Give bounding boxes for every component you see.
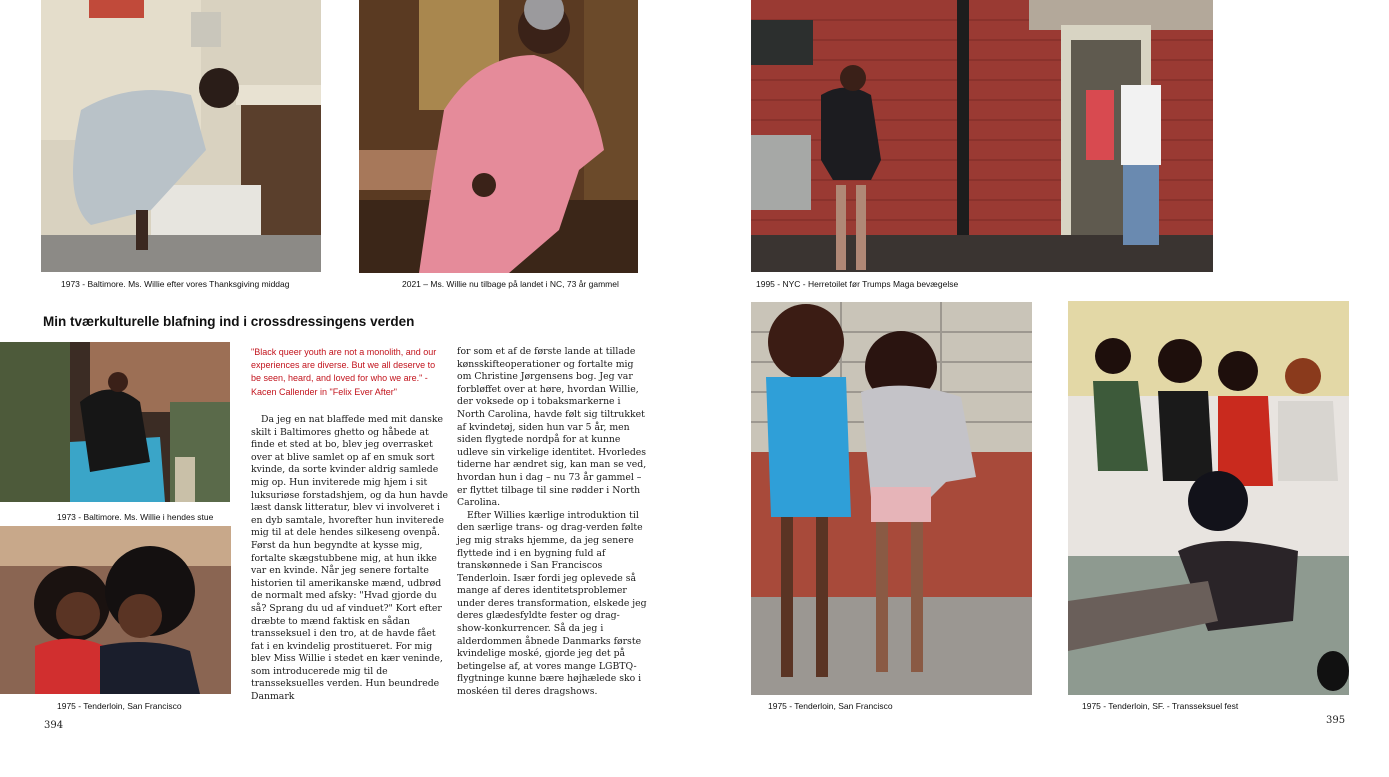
page-number-right: 395: [1326, 715, 1346, 726]
article-heading: Min tværkulturelle blafning ind i crossdressingens verden: [43, 314, 415, 329]
caption-photo-kitchen: 1973 - Baltimore. Ms. Willie efter vores Thanksgiving middag: [61, 279, 290, 289]
pull-quote: "Black queer youth are not a monolith, and our experiences are diverse. But we all deserve to be seen, heard, and loved for who we are." - Kacen Callender in "Felix Ever After": [251, 347, 437, 397]
photo-nyc-brick: [751, 0, 1213, 272]
photo-woman-pink: [359, 0, 638, 273]
body-paragraph: Efter Willies kærlige introduktion til den særlige trans- og drag-verden følte jeg mig straks hjemme, da jeg senere flyttede ind i en bygning fuld af transkønnede i San Franciscos Tenderloin. Især fordi jeg oplevede så mange af deres identitetsproblemer under deres transformation, elskede jeg deres glædesfyldte fester og drag-show-konkurrencer. Så da jeg i alderdommen åbnede Danmarks første kvindelige moské, gjorde jeg det på betingelse af, at vores mange LGBTQ-flygtninge kunne bære højhælede sko i moskéen til deres dragshows.: [457, 509, 647, 698]
photo-couple: [0, 526, 231, 694]
body-column-1: [251, 414, 449, 704]
caption-photo-nyc-brick: 1995 - NYC - Herretoilet før Trumps Maga bevægelse: [756, 279, 959, 289]
page-number-left: 394: [44, 720, 64, 731]
photo-tenderloin-party: [1068, 301, 1349, 695]
caption-photo-couple: 1975 - Tenderloin, San Francisco: [57, 701, 182, 711]
caption-photo-tenderloin-party: 1975 - Tenderloin, SF. - Transseksuel fest: [1082, 701, 1239, 711]
body-column-2: [457, 346, 647, 699]
photo-living-room: [0, 342, 230, 502]
caption-photo-woman-pink: 2021 – Ms. Willie nu tilbage på landet i NC, 73 år gammel: [402, 279, 619, 289]
body-paragraph: Da jeg en nat blaffede med mit danske skilt i Baltimores ghetto og håbede at finde et sted at bo, blev jeg overrasket over at blive samlet op af en smuk sort kvinde, da sorte kvinder aldrig samlede mig op. Hun inviterede mig hjem i sit luksuriøse forstadshjem, og da hun havde læst dansk litteratur, blev vi involveret i en dyb samtale, hvorefter hun inviterede mig til at dele hendes silkeseng ovenpå. Først da hun begyndte at kysse mig, fortalte skægstubbene mig, at hun ikke var en kvinde. Når jeg senere fortalte historien til amerikanske mænd, udbrød de normalt med afsky: "Hvad gjorde du så? Sprang du ud af vinduet?" Kort efter dræbte to mænd faktisk en sådan transseksuel i den tro, at de havde fået fat i en kvindelig prostitueret. For mig blev Miss Willie i stedet en kær veninde, som introducerede mig til de transseksuelles verden. Hun beundrede Danmark: [251, 414, 449, 703]
body-paragraph: for som et af de første lande at tillade kønsskifteoperationer og fortalte mig om Christine Jørgensens bog. Jeg var forbløffet over at høre, hvordan Willie, der voksede op i tobaksmarkerne i North Carolina, havde følt sig tiltrukket af kvindetøj, siden hun var 5 år, men siden flygtede nordpå for at kunne udleve sin virkelige identitet. Hvorledes tiderne har ændret sig, kan man se ved, hvordan hun i dag – nu 73 år gammel – er flyttet tilbage til sine rødder i North Carolina.: [457, 346, 647, 509]
caption-photo-tenderloin-two-women: 1975 - Tenderloin, San Francisco: [768, 701, 893, 711]
photo-tenderloin-two-women: [751, 302, 1032, 695]
caption-photo-living-room: 1973 - Baltimore. Ms. Willie i hendes stue: [57, 512, 214, 522]
photo-kitchen: [41, 0, 321, 272]
